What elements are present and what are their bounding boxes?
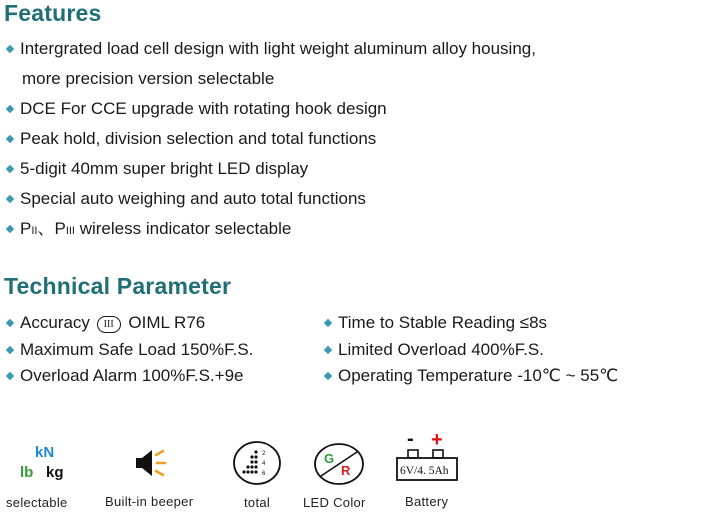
indicator-p: P [20, 219, 32, 238]
param-text: Maximum Safe Load 150%F.S. [20, 339, 254, 359]
led-caption: LED Color [303, 495, 366, 510]
bullet-diamond-icon [324, 319, 332, 327]
units-caption: selectable [6, 495, 68, 510]
param-time-to-stable [324, 310, 618, 337]
param-text: Operating Temperature -10℃ ~ 55℃ [338, 366, 619, 385]
param-standard: OIML R76 [128, 313, 206, 332]
battery-plus: + [431, 430, 443, 451]
total-digit: 2 [262, 451, 266, 457]
param-operating-temp [324, 363, 618, 390]
feature-text-continued: more precision version selectable [22, 69, 275, 88]
feature-text: DCE For CCE upgrade with rotating hook design [20, 99, 387, 118]
technical-heading: Technical Parameter [4, 273, 232, 299]
unit-kg-label: kg [46, 464, 64, 481]
battery-icon [395, 430, 461, 484]
bullet-diamond-icon [6, 225, 14, 233]
battery-rating: 6V/4. 5Ah [400, 465, 449, 477]
total-icon [232, 440, 282, 486]
accuracy-class-icon: III [97, 316, 121, 333]
beeper-icon [134, 446, 170, 482]
param-text: Limited Overload 400%F.S. [338, 339, 544, 359]
bullet-diamond-icon [324, 372, 332, 380]
led-color-icon [313, 442, 365, 486]
bullet-diamond-icon [6, 105, 14, 113]
feature-item [6, 154, 696, 184]
bullet-diamond-icon [6, 135, 14, 143]
battery-caption: Battery [405, 494, 449, 509]
feature-text: Special auto weighing and auto total functions [20, 189, 366, 208]
feature-text: 5-digit 40mm super bright LED display [20, 159, 309, 178]
param-text: Time to Stable Reading ≤8s [338, 313, 548, 332]
bullet-diamond-icon [6, 372, 14, 380]
bullet-diamond-icon [6, 45, 14, 53]
bullet-diamond-icon [6, 195, 14, 203]
param-accuracy [6, 310, 253, 337]
features-list [6, 34, 696, 246]
bullet-diamond-icon [324, 345, 332, 353]
param-max-safe-load [6, 337, 253, 364]
feature-item [6, 184, 696, 214]
bullet-diamond-icon [6, 319, 14, 327]
param-limited-overload [324, 337, 618, 364]
features-heading: Features [4, 0, 102, 26]
beeper-caption: Built-in beeper [105, 494, 194, 509]
led-green-letter: G [324, 451, 335, 466]
feature-item-wireless [6, 214, 696, 246]
bullet-diamond-icon [6, 165, 14, 173]
feature-text: wireless indicator selectable [74, 219, 292, 238]
indicator-subscript: II [31, 225, 38, 237]
indicator-p: P [54, 219, 66, 238]
param-label: Accuracy [20, 313, 90, 332]
total-caption: total [244, 495, 271, 510]
total-digit: 4 [262, 461, 266, 467]
params-left-column [6, 310, 253, 390]
unit-kn-label: kN [35, 444, 55, 461]
unit-lb-label: lb [20, 464, 34, 481]
feature-text: Intergrated load cell design with light weight aluminum alloy housing, [20, 39, 536, 58]
feature-item [6, 34, 696, 94]
battery-minus: - [407, 430, 414, 450]
bullet-diamond-icon [6, 345, 14, 353]
total-digit: 6 [262, 471, 266, 477]
feature-text: Peak hold, division selection and total functions [20, 129, 377, 148]
indicator-separator: 、 [37, 219, 55, 238]
feature-item [6, 94, 696, 124]
feature-item [6, 124, 696, 154]
led-red-letter: R [341, 463, 351, 478]
indicator-subscript: III [65, 225, 75, 237]
params-right-column [324, 310, 618, 390]
param-text: Overload Alarm 100%F.S.+9e [20, 366, 244, 385]
param-overload-alarm [6, 363, 253, 390]
